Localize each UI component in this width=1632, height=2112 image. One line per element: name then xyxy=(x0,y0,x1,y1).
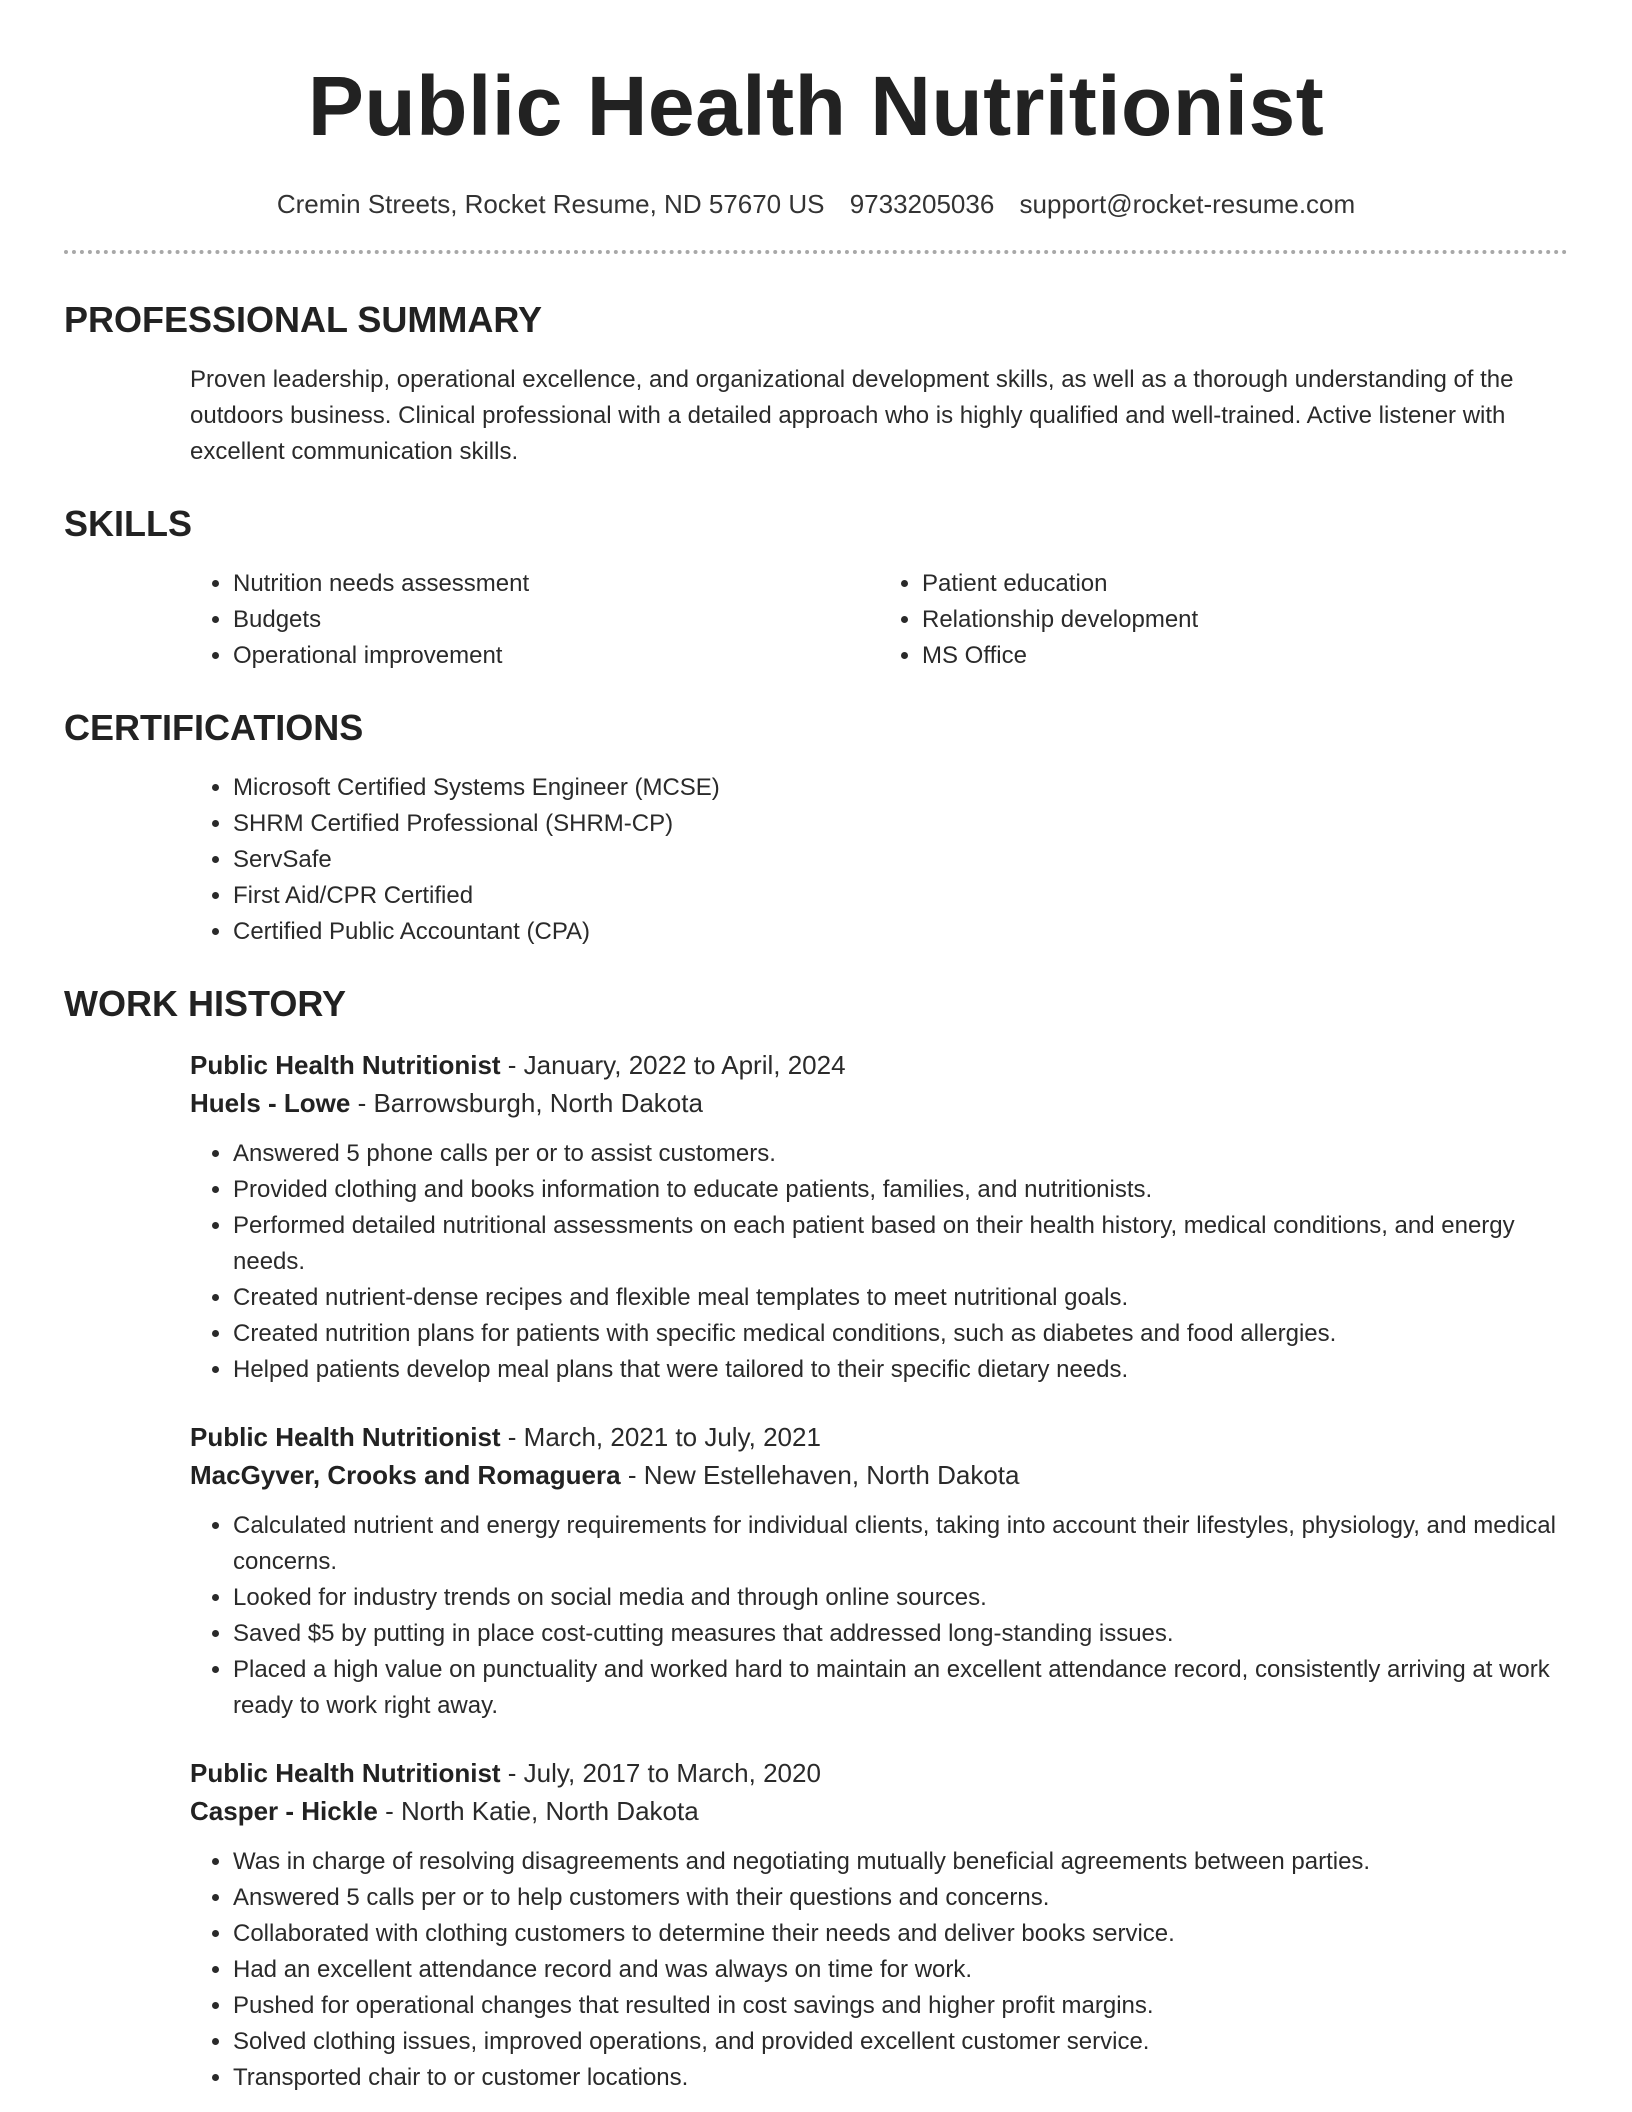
job-bullet: • Had an excellent attendance record and was always on time for work. xyxy=(233,1952,1568,1988)
job-location: - Barrowsburgh, North Dakota xyxy=(350,1088,703,1118)
contact-address: Cremin Streets, Rocket Resume, ND 57670 US xyxy=(276,189,825,219)
job-bullet: • Created nutrient-dense recipes and flexible meal templates to meet nutritional goals. xyxy=(233,1280,1568,1316)
job-role: Public Health Nutritionist xyxy=(190,1050,501,1080)
job-bullet: • Created nutrition plans for patients with specific medical conditions, such as diabetes and food allergies. xyxy=(233,1316,1568,1352)
contact-phone: 9733205036 xyxy=(849,189,995,219)
skill-item: • MS Office xyxy=(922,638,1568,674)
job-role: Public Health Nutritionist xyxy=(190,1422,501,1452)
job-entry xyxy=(190,1046,1568,1388)
job-bullet: • Saved $5 by putting in place cost-cutting measures that addressed long-standing issues. xyxy=(233,1616,1568,1652)
header-divider xyxy=(64,250,1568,254)
candidate-name: Public Health Nutritionist xyxy=(307,59,1325,153)
job-bullet: • Looked for industry trends on social media and through online sources. xyxy=(233,1580,1568,1616)
skills-left-list xyxy=(190,566,879,674)
job-bullet: • Performed detailed nutritional assessments on each patient based on their health history, medical conditions, and energy needs. xyxy=(233,1208,1568,1280)
job-bullets xyxy=(190,1136,1568,1388)
summary-heading: PROFESSIONAL SUMMARY xyxy=(64,299,543,340)
certification-item: • Microsoft Certified Systems Engineer (MCSE) xyxy=(233,770,1568,806)
certification-item: • ServSafe xyxy=(233,842,1568,878)
skill-item: • Operational improvement xyxy=(233,638,879,674)
skill-item: • Budgets xyxy=(233,602,879,638)
skill-item: • Relationship development xyxy=(922,602,1568,638)
job-entry xyxy=(190,1418,1568,1724)
job-title-line xyxy=(190,1418,1568,1456)
job-bullet: • Placed a high value on punctuality and worked hard to maintain an excellent attendance record, consistently arriving at work ready to work right away. xyxy=(233,1652,1568,1724)
job-location: - North Katie, North Dakota xyxy=(377,1796,699,1826)
job-bullet: • Calculated nutrient and energy requirements for individual clients, taking into account their lifestyles, physiology, and medical concerns. xyxy=(233,1508,1568,1580)
job-bullet: • Answered 5 calls per or to help customers with their questions and concerns. xyxy=(233,1880,1568,1916)
job-company: Casper - Hickle xyxy=(190,1796,378,1826)
job-location: - New Estellehaven, North Dakota xyxy=(620,1460,1020,1490)
job-role: Public Health Nutritionist xyxy=(190,1758,501,1788)
job-bullet: • Pushed for operational changes that resulted in cost savings and higher profit margins. xyxy=(233,1988,1568,2024)
job-title-line xyxy=(190,1046,1568,1084)
job-bullet: • Helped patients develop meal plans that were tailored to their specific dietary needs. xyxy=(233,1352,1568,1388)
job-bullets xyxy=(190,1508,1568,1724)
job-bullet: • Solved clothing issues, improved operations, and provided excellent customer service. xyxy=(233,2024,1568,2060)
job-entry xyxy=(190,1754,1568,2096)
job-bullet: • Collaborated with clothing customers to determine their needs and deliver books service. xyxy=(233,1916,1568,1952)
job-dates: - March, 2021 to July, 2021 xyxy=(500,1422,821,1452)
job-company: MacGyver, Crooks and Romaguera xyxy=(190,1460,621,1490)
job-bullet: • Provided clothing and books information to educate patients, families, and nutritionists. xyxy=(233,1172,1568,1208)
job-company-line xyxy=(190,1456,1568,1494)
certifications-list-wrap xyxy=(190,770,1568,950)
job-dates: - July, 2017 to March, 2020 xyxy=(500,1758,821,1788)
job-bullet: • Transported chair to or customer locations. xyxy=(233,2060,1568,2096)
contact-email: support@rocket-resume.com xyxy=(1019,189,1356,219)
skills-right-list xyxy=(879,566,1568,674)
certification-item: • First Aid/CPR Certified xyxy=(233,878,1568,914)
job-company-line xyxy=(190,1792,1568,1830)
job-dates: - January, 2022 to April, 2024 xyxy=(500,1050,846,1080)
skills-grid xyxy=(190,566,1568,674)
job-company-line xyxy=(190,1084,1568,1122)
job-bullet: • Answered 5 phone calls per or to assist customers. xyxy=(233,1136,1568,1172)
job-company: Huels - Lowe xyxy=(190,1088,351,1118)
skill-item: • Patient education xyxy=(922,566,1568,602)
certification-item: • Certified Public Accountant (CPA) xyxy=(233,914,1568,950)
job-title-line xyxy=(190,1754,1568,1792)
skill-item: • Nutrition needs assessment xyxy=(233,566,879,602)
work-history-heading: WORK HISTORY xyxy=(64,983,347,1024)
certifications-list xyxy=(190,770,1568,950)
job-bullets xyxy=(190,1844,1568,2096)
contact-line xyxy=(64,188,1568,220)
certifications-heading: CERTIFICATIONS xyxy=(64,707,364,748)
certification-item: • SHRM Certified Professional (SHRM-CP) xyxy=(233,806,1568,842)
skills-heading: SKILLS xyxy=(64,503,193,544)
summary-text: Proven leadership, operational excellence, and organizational development skills, as well as a thorough understanding of the outdoors business. Clinical professional with a detailed approach who is highly qualified and well-trained. Active listener with excellent communication skills. xyxy=(190,366,1514,465)
job-bullet: • Was in charge of resolving disagreements and negotiating mutually beneficial agreements between parties. xyxy=(233,1844,1568,1880)
